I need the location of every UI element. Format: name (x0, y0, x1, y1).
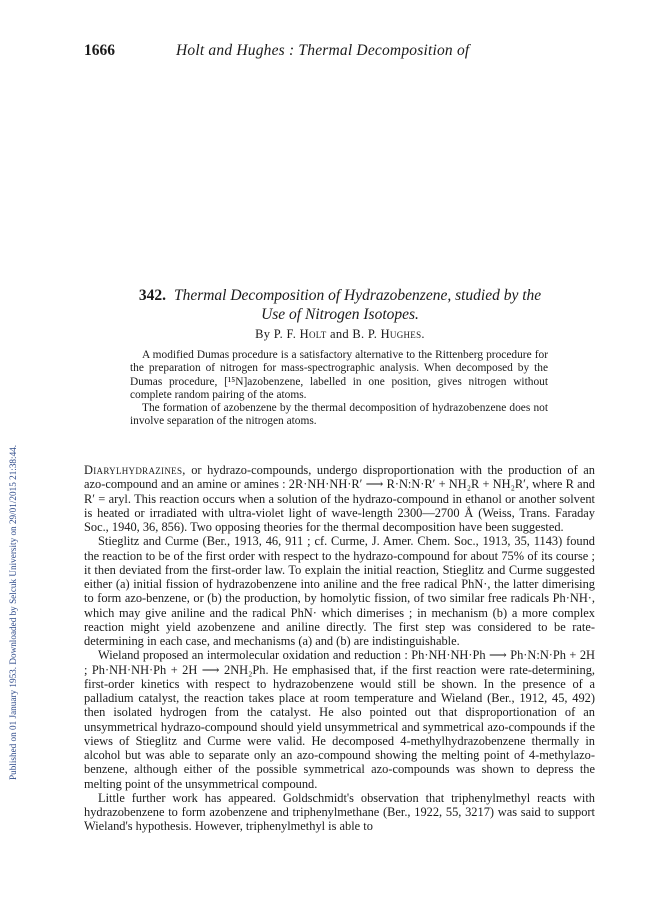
article-title (60, 286, 620, 324)
author1-surname: Holt (299, 327, 327, 341)
lead-word: Diarylhydrazines, (84, 463, 186, 477)
article-title-line2: Use of Nitrogen Isotopes. (261, 306, 419, 323)
body-paragraph-4: Little further work has appeared. Goldschmidt's observation that triphenylmethyl reacts with hydrazobenzene to form azobenzene and triphenylmethane (Ber., 1922, 55, 3217) was said to support Wieland's hypothesis. However, triphenylmethyl is able to (84, 790, 595, 834)
abstract-paragraph-1: A modified Dumas procedure is a satisfactory alternative to the Rittenberg procedure for the preparation of nitrogen for mass-spectrographic analysis. When decomposed by the Dumas procedure, [¹⁵N]azobenzene, labelled in one position, gives nitrogen without complete random pairing of the atoms. (130, 349, 548, 401)
article-number: 342. (138, 287, 166, 304)
author-byline (60, 327, 620, 342)
byline-and: and B. P. (329, 327, 378, 341)
body-paragraph-3: Wieland proposed an intermolecular oxidation and reduction : Ph·NH·NH·Ph ⟶ Ph·N:N·Ph + 2H ; Ph·NH·NH·Ph + 2H ⟶ 2NH₂Ph. He emphasised that, if the first reaction were rate-determining, first-order kinetics with respect to hydrazobenzene would still be shown. In the presence of a palladium catalyst, the reaction takes place at room temperature and Wieland (Ber., 1912, 45, 492) then isolated hydrogen from the catalyst. He also pointed out that disproportionation of an unsymmetrical hydrazo-compound should yield unsymmetrical and symmetrical azo-compounds if the views of Stieglitz and Curme were valid. He decomposed 4-methylhydrazobenzene thermally in alcohol but was able to separate only an azo-compound showing the melting point of 4-methylazobenzene, although either of the possible symmetrical azo-compounds was shown to depress the melting point of the unsymmetrical compound. (84, 648, 595, 791)
download-notice-sidebar (0, 160, 16, 780)
article-title-line1: Thermal Decomposition of Hydrazobenzene, studied by the (173, 287, 542, 304)
body-paragraph-1 (84, 463, 595, 534)
page-header (84, 42, 624, 62)
abstract-paragraph-2: The formation of azobenzene by the thermal decomposition of hydrazobenzene does not involve separation of the nitrogen atoms. (130, 402, 548, 428)
byline-prefix: By P. F. (255, 327, 297, 341)
page-number: 1666 (84, 42, 115, 59)
body-paragraph-1-text: or hydrazo-compounds, undergo disproportionation with the production of an azo-compound and an amine or amines : 2R·NH·NH·R′ ⟶ R·N:N·R′ + NH₂R + NH₂R′, where R and R′ = aryl. This reaction occurs when a solution of the hydrazo-compound in ethanol or another solvent is heated or irradiated with ultra-violet light of wave-length 2300—2700 Å (Weiss, Trans. Faraday Soc., 1940, 36, 856). Two opposing theories for the thermal decomposition have been suggested. (84, 463, 595, 534)
article-body (84, 463, 595, 834)
body-paragraph-2: Stieglitz and Curme (Ber., 1913, 46, 911 ; cf. Curme, J. Amer. Chem. Soc., 1913, 35, 1143) found the reaction to be of the first order with respect to the hydrazo-compound for about 75% of its course ; it then deviated from the first-order law. To explain the initial reaction, Stieglitz and Curme suggested either (a) initial fission of hydrazobenzene into aniline and the free radical PhN·, the latter dimerising to form azo-benzene, or (b) the production, by homolytic fission, of two similar free radicals Ph·NH·, which may give aniline and the radical PhN· which dimerises ; in mechanism (b) a more complex reaction might yield azobenzene and aniline directly. The first step was considered to be rate-determining in each case, and mechanisms (a) and (b) are indistinguishable. (84, 534, 595, 648)
download-notice-text: Published on 01 January 1953. Downloaded by Selcuk University on 29/01/2015 21:38:44. (8, 444, 18, 780)
abstract (130, 349, 548, 429)
running-title: Holt and Hughes : Thermal Decomposition of (176, 42, 470, 59)
author2-surname: Hughes. (380, 327, 425, 341)
